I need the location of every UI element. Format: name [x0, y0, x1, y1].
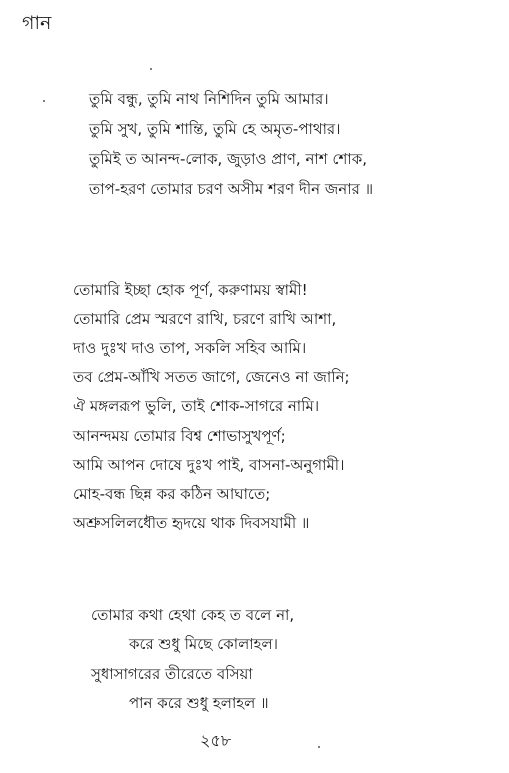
- page-heading: গান: [22, 12, 52, 34]
- stanza-2-line-7: আমি আপন দোষে দুঃখ পাই, বাসনা-অনুগামী।: [73, 456, 345, 474]
- stanza-1-line-1: তুমি বন্ধু, তুমি নাথ নিশিদিন তুমি আমার।: [89, 90, 329, 108]
- stanza-2-line-2: তোমারি প্রেম স্মরণে রাখি, চরণে রাখি আশা,: [73, 310, 337, 328]
- scan-speck: [43, 100, 45, 102]
- stanza-2-line-4: তব প্রেম-আঁখি সতত জাগে, জেনেও না জানি;: [73, 368, 350, 386]
- stanza-2-line-5: ঐ মঙ্গলরূপ ভুলি, তাই শোক-সাগরে নামি।: [73, 397, 320, 415]
- stanza-1-line-2: তুমি সুখ, তুমি শান্তি, তুমি হে অমৃত-পাথার।: [89, 120, 341, 138]
- stanza-2-line-6: আনন্দময় তোমার বিশ্ব শোভাসুখপূর্ণ;: [73, 427, 286, 445]
- stanza-3-line-2: করে শুধু মিছে কোলাহল।: [129, 635, 279, 653]
- stanza-3-line-3: সুধাসাগরের তীরেতে বসিয়া: [91, 665, 253, 683]
- stanza-3-line-1: তোমার কথা হেথা কেহ ত বলে না,: [91, 606, 295, 624]
- scan-speck: [318, 746, 320, 748]
- stanza-1-line-4: তাপ-হরণ তোমার চরণ অসীম শরণ দীন জনার ॥: [89, 180, 374, 198]
- stanza-3-line-4: পান করে শুধু হলাহল ॥: [129, 694, 269, 712]
- stanza-1-line-3: তুমিই ত আনন্দ-লোক, জুড়াও প্রাণ, নাশ শোক,: [89, 150, 367, 168]
- stanza-2-line-9: অশ্রুসলিলধৌত হৃদয়ে থাক দিবসযামী ॥: [73, 514, 310, 532]
- stanza-2-line-1: তোমারি ইচ্ছা হোক পূর্ণ, করুণাময় স্বামী!: [73, 281, 308, 299]
- stanza-2-line-3: দাও দুঃখ দাও তাপ, সকলি সহিব আমি।: [73, 339, 307, 357]
- scan-speck: [150, 68, 152, 70]
- stanza-2-line-8: মোহ-বন্ধ ছিন্ন কর কঠিন আঘাতে;: [73, 485, 271, 503]
- page-number: ২৫৮: [200, 731, 232, 750]
